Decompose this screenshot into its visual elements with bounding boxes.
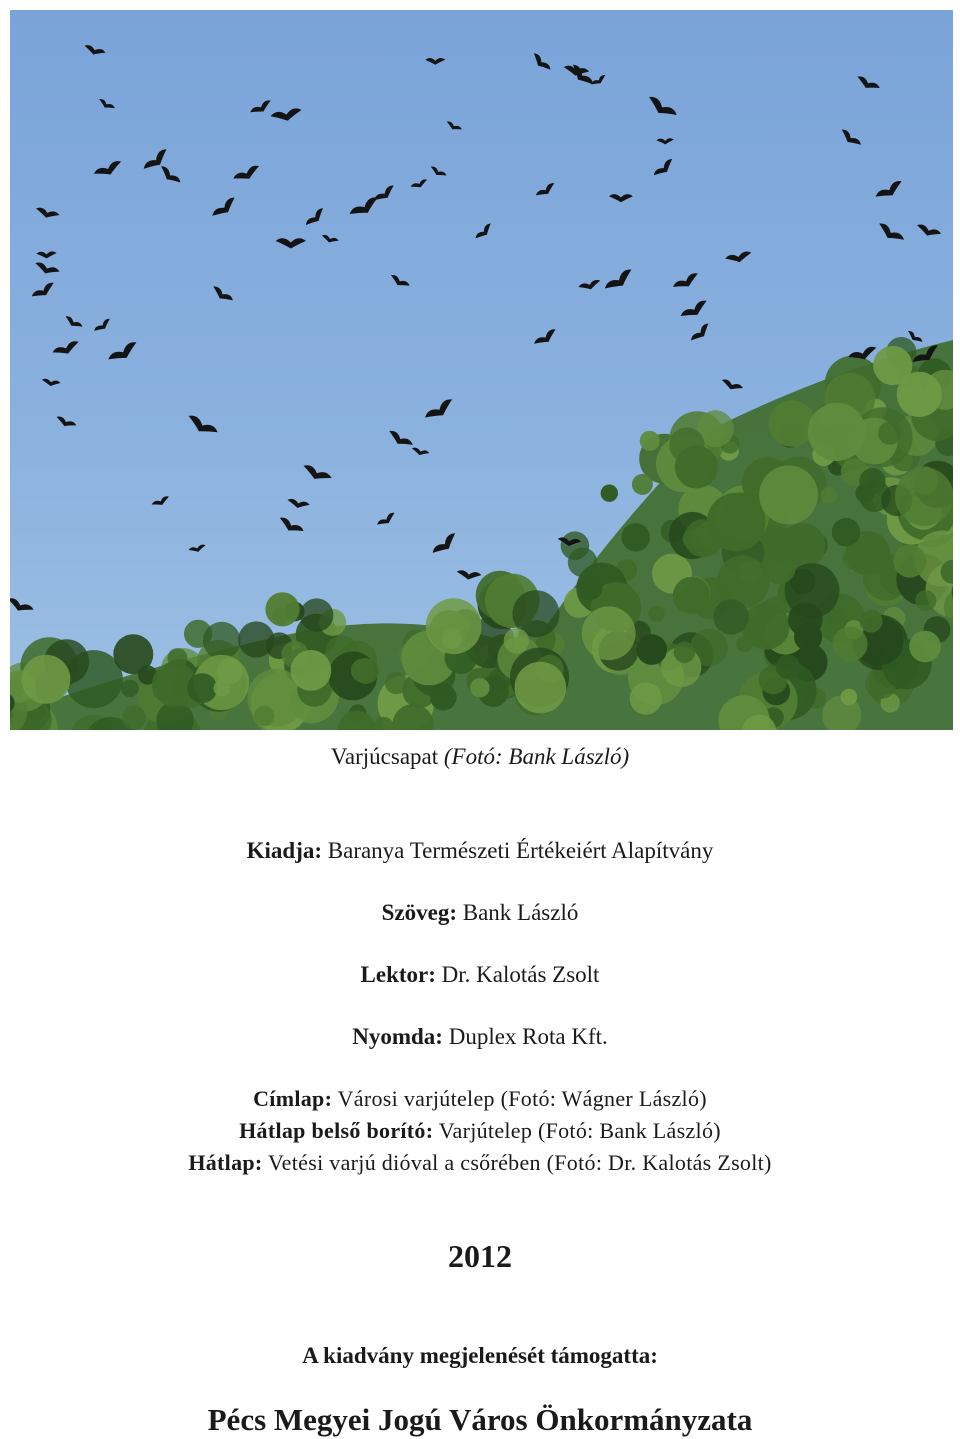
foliage-blob — [860, 610, 883, 633]
foliage-blob — [640, 431, 660, 451]
front-cover-value: Városi varjútelep (Fotó: Wágner László) — [337, 1086, 707, 1111]
foliage-blob — [578, 575, 603, 600]
foliage-blob — [743, 603, 790, 650]
text-author-line — [0, 900, 960, 926]
front-cover-label: Címlap: — [253, 1086, 333, 1111]
foliage-blob — [430, 684, 457, 711]
foliage-blob — [759, 465, 818, 524]
foliage-blob — [762, 550, 796, 584]
foliage-blob — [897, 372, 942, 417]
foliage-blob — [821, 487, 838, 504]
rooks-in-sky-image — [10, 10, 953, 730]
foliage-blob — [254, 706, 274, 726]
foliage-blob — [632, 474, 653, 495]
foliage-blob — [878, 422, 901, 445]
back-cover-label: Hátlap: — [188, 1150, 263, 1175]
sponsor-name: Pécs Megyei Jogú Város Önkormányzata — [207, 1402, 753, 1437]
caption-title: Varjúcsapat — [330, 744, 439, 769]
text-author-value: Bank László — [462, 900, 579, 925]
foliage-blob — [214, 680, 231, 697]
printer-line — [0, 1024, 960, 1050]
foliage-blob — [385, 672, 407, 694]
foliage-blob — [893, 545, 926, 578]
foliage-blob — [504, 628, 529, 653]
foliage-blob — [788, 602, 823, 637]
publisher-value: Baranya Természeti Értékeiért Alapítvány — [327, 838, 714, 863]
foliage-blob — [690, 524, 723, 557]
reviewer-line — [0, 962, 960, 988]
foliage-blob — [769, 400, 816, 447]
foliage-blob — [630, 682, 662, 714]
foliage-blob — [121, 680, 139, 698]
foliage-blob — [353, 658, 379, 684]
foliage-blob — [187, 673, 217, 703]
foliage-blob — [648, 605, 664, 621]
foliage-blob — [21, 655, 70, 704]
front-cover-line — [0, 1086, 960, 1112]
reviewer-value: Dr. Kalotás Zsolt — [441, 962, 600, 987]
foliage-blob — [776, 655, 800, 679]
foliage-blob — [622, 523, 650, 551]
foliage-blob — [515, 662, 567, 714]
foliage-blob — [915, 590, 936, 611]
foliage-blob — [470, 678, 489, 697]
support-label: A kiadvány megjelenését támogatta: — [302, 1343, 658, 1368]
foliage-blob — [300, 598, 333, 631]
foliage-blob — [832, 627, 867, 662]
foliage-blob — [841, 689, 858, 706]
back-cover-line — [0, 1150, 960, 1176]
inner-back-cover-label: Hátlap belső borító: — [239, 1118, 434, 1143]
foliage-blob — [168, 648, 188, 668]
inner-back-cover-value: Varjútelep (Fotó: Bank László) — [438, 1118, 721, 1143]
photo-caption — [0, 744, 960, 770]
foliage-blob — [291, 650, 332, 691]
foliage-blob — [832, 518, 860, 546]
foliage-blob — [203, 622, 241, 660]
publisher-line — [0, 838, 960, 864]
printer-label: Nyomda: — [352, 1024, 443, 1049]
foliage-blob — [122, 706, 146, 730]
foliage-blob — [601, 485, 618, 502]
caption-credit: (Fotó: Bank László) — [443, 744, 630, 769]
inner-back-cover-line — [0, 1118, 960, 1144]
foliage-blob — [568, 548, 598, 578]
reviewer-label: Lektor: — [360, 962, 436, 987]
back-cover-value: Vetési varjú dióval a csőrében (Fotó: Dr. Kalotás Zsolt) — [267, 1150, 772, 1175]
foliage-blob — [265, 592, 299, 626]
publisher-label: Kiadja: — [246, 838, 323, 863]
foliage-blob — [673, 577, 710, 614]
foliage-blob — [713, 599, 748, 634]
foliage-blob — [582, 606, 636, 660]
cover-photo — [10, 10, 953, 730]
foliage-blob — [717, 556, 770, 609]
foliage-blob — [859, 468, 885, 494]
publication-year: 2012 — [448, 1238, 512, 1274]
foliage-blob — [674, 642, 695, 663]
foliage-blob — [895, 467, 953, 526]
foliage-blob — [675, 445, 718, 488]
printer-value: Duplex Rota Kft. — [448, 1024, 608, 1049]
text-author-label: Szöveg: — [381, 900, 457, 925]
foliage-blob — [636, 634, 667, 665]
foliage-blob — [909, 631, 941, 663]
foliage-blob — [442, 629, 462, 649]
